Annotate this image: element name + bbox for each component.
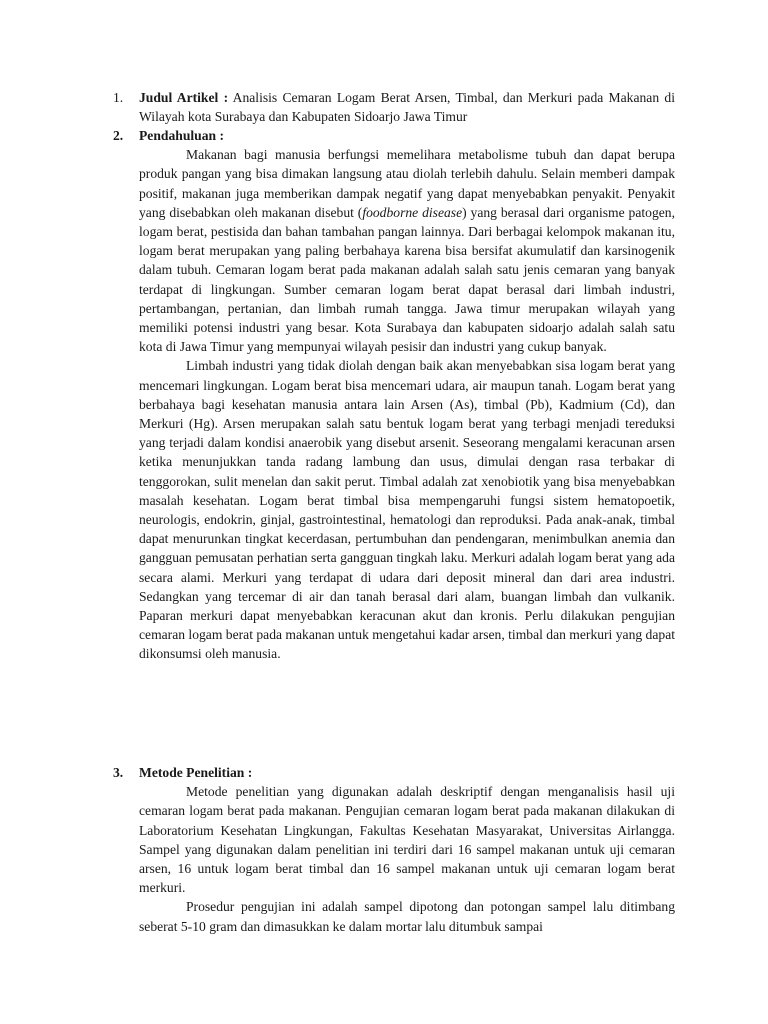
paragraph: Metode penelitian yang digunakan adalah deskriptif dengan menganalisis hasil uji cemaran logam berat pada makanan. Pengujian cemaran logam berat pada makanan dilakukan di Laboratorium Kesehatan Lingkungan, Fakultas Kesehatan Masyarakat, Universitas Airlangga. Sampel yang digunakan dalam penelitian ini terdiri dari 16 sampel makanan untuk uji cemaran arsen, 16 untuk logam berat timbal dan 16 sampel makanan untuk uji cemaran logam berat merkuri. <box>139 784 675 896</box>
section-heading: Pendahuluan : <box>139 128 224 143</box>
italic-term: foodborne disease <box>362 204 463 220</box>
article-title-text: Analisis Cemaran Logam Berat Arsen, Timbal, dan Merkuri pada Makanan di Wilayah kota Surabaya dan Kabupaten Sidoarjo Jawa Timur <box>139 90 675 125</box>
section-number: 1. <box>113 90 124 105</box>
section-metode-penelitian <box>113 763 675 936</box>
section-content <box>139 763 675 936</box>
section-content <box>139 88 675 126</box>
section-number: 2. <box>113 128 124 143</box>
section-pendahuluan <box>113 126 675 664</box>
paragraph <box>139 145 675 356</box>
section-number: 3. <box>113 765 124 780</box>
section-heading: Metode Penelitian : <box>139 765 253 780</box>
section-content <box>139 126 675 664</box>
section-heading: Judul Artikel : <box>139 90 229 105</box>
section-judul-artikel <box>113 88 675 126</box>
paragraph-text: ) yang berasal dari organisme patogen, logam berat, pestisida dan bahan tambahan pangan lainnya. Dari berbagai kelompok makanan itu, logam berat merupakan yang paling berbahaya karena bisa bersifat akumulatif dan karsinogenik dalam tubuh. Cemaran logam berat pada makanan adalah salah satu jenis cemaran yang banyak terdapat di lingkungan. Sumber cemaran logam berat dapat berasal dari limbah industri, pertambangan, pertanian, dan limbah rumah tangga. Jawa timur merupakan wilayah yang memiliki potensi industri yang besar. Kota Surabaya dan kabupaten sidoarjo adalah salah satu kota di Jawa Timur yang mempunyai wilayah pesisir dan industri yang cukup banyak. <box>139 204 675 355</box>
title-paragraph <box>139 88 675 126</box>
paragraph: Prosedur pengujian ini adalah sampel dipotong dan potongan sampel lalu ditimbang seberat 5-10 gram dan dimasukkan ke dalam mortar lalu ditumbuk sampai <box>139 899 675 934</box>
paragraph-text: Makanan bagi manusia berfungsi memelihara metabolisme tubuh dan dapat berupa produk pangan yang bisa dimakan langsung atau diolah terlebih dahulu. Selain memberi dampak positif, makanan juga memberikan dampak negatif yang dapat menyebabkan penyakit. Penyakit yang disebabkan oleh makanan disebut ( <box>139 147 675 220</box>
paragraph: Limbah industri yang tidak diolah dengan baik akan menyebabkan sisa logam berat yang mencemari lingkungan. Logam berat bisa mencemari udara, air maupun tanah. Logam berat yang berbahaya bagi kesehatan manusia antara lain Arsen (As), timbal (Pb), Kadmium (Cd), dan Merkuri (Hg). Arsen merupakan salah satu bentuk logam berat yang terbagi menjadi tereduksi yang terjadi dalam kondisi anaerobik yang disebut arsenit. Seseorang mengalami keracunan arsen ketika menunjukkan tanda radang lambung dan usus, dimulai dengan rasa terbakar di tenggorokan, sulit menelan dan sakit perut. Timbal adalah zat xenobiotik yang bisa menyebabkan masalah kesehatan. Logam berat timbal bisa mempengaruhi fungsi sistem hematopoetik, neurologis, endokrin, ginjal, gastrointestinal, hematologi dan reproduksi. Pada anak-anak, timbal dapat menurunkan tingkat kecerdasan, pertumbuhan dan pendengaran, menimbulkan anemia dan gangguan pemusatan perhatian serta gangguan tingkah laku. Merkuri adalah logam berat yang ada secara alami. Merkuri yang terdapat di udara dari deposit mineral dan dari area industri. Sedangkan yang tercemar di air dan tanah berasal dari alam, buangan limbah dan vulkanik. Paparan merkuri dapat menyebabkan keracunan akut dan kronis. Perlu dilakukan pengujian cemaran logam berat pada makanan untuk mengetahui kadar arsen, timbal dan merkuri yang dapat dikonsumsi oleh manusia. <box>139 358 675 662</box>
